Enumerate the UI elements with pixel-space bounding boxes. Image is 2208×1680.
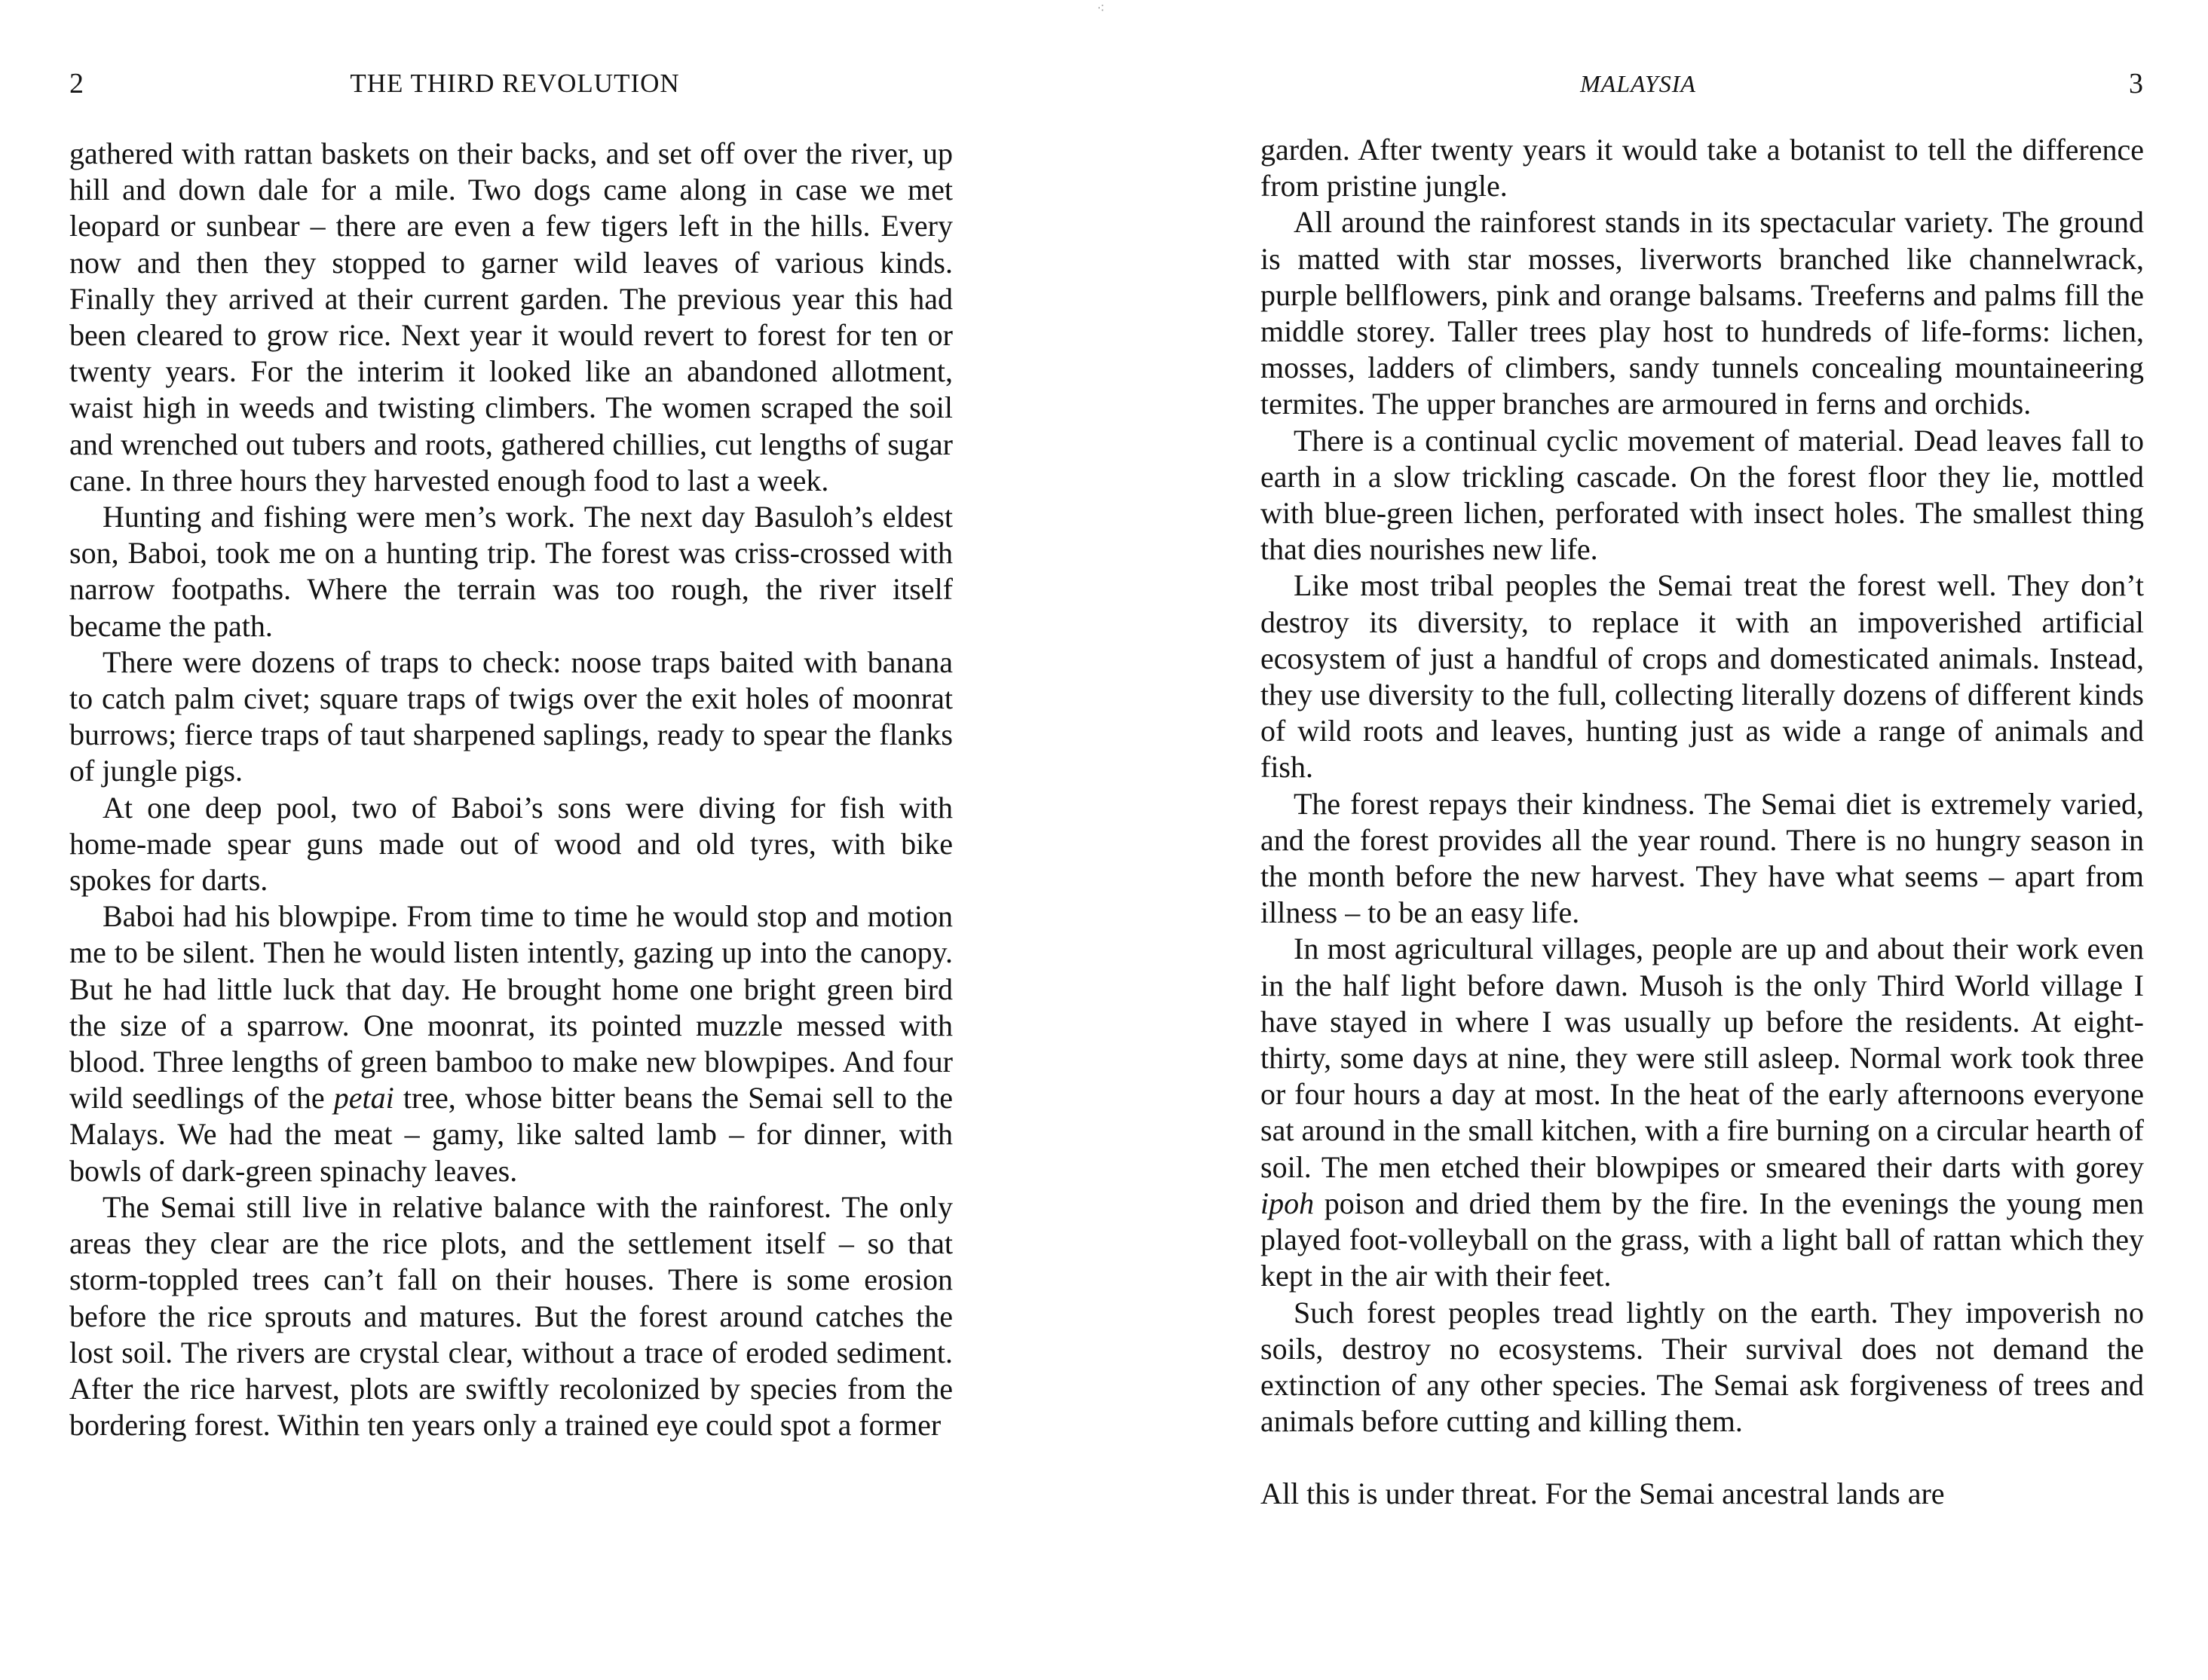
- paragraph: All this is under threat. For the Semai ancestral lands are: [1260, 1477, 1945, 1511]
- gutter-speck: ⁖: [1097, 1, 1105, 16]
- left-page-number: 2: [69, 68, 84, 99]
- paragraph: Like most tribal peoples the Semai treat the forest well. They don’t destroy its diversity, to replace it with an impoverished artificial ecosystem of just a handful of crops and domesticated animals. Instead, they use diversity to the full, collecting literally dozens of different kinds of wild roots and leaves, hunting just as wide a range of animals and fish.: [1260, 568, 2144, 785]
- paragraph: [69, 898, 953, 1189]
- text-run: poison and dried them by the fire. In the evenings the young men played foot-volleyball on the grass, with a light ball of rattan which they kept in the air with their feet.: [1260, 1186, 2144, 1293]
- right-page-body: [1260, 132, 2144, 1513]
- right-running-head: MALAYSIA: [1580, 70, 1696, 97]
- text-run: tree, whose bitter beans the Semai sell to the Malays. We had the meat – gamy, like salted lamb – for dinner, with bowls of dark-green spinachy leaves.: [69, 1081, 953, 1188]
- left-page-body: [69, 136, 953, 1443]
- left-page-header: [69, 65, 953, 103]
- right-page-header: [1260, 65, 2144, 103]
- italic-term: ipoh: [1260, 1186, 1315, 1220]
- paragraph: The Semai still live in relative balance with the rainforest. The only areas they clear are the rice plots, and the settlement itself – so that storm-toppled trees can’t fall on their houses. There is some erosion before the rice sprouts and matures. But the forest around catches the lost soil. The rivers are crystal clear, without a trace of eroded sediment. After the rice harvest, plots are swiftly recolonized by species from the bordering forest. Within ten years only a trained eye could spot a former: [69, 1189, 953, 1443]
- paragraph: The forest repays their kindness. The Semai diet is extremely varied, and the forest provides all the year round. There is no hungry season in the month before the new harvest. They have what seems – apart from illness – to be an easy life.: [1260, 786, 2144, 930]
- paragraph: Hunting and fishing were men’s work. The next day Basuloh’s eldest son, Baboi, took me on a hunting trip. The forest was criss-crossed with narrow footpaths. Where the terrain was too rough, the river itself became the path.: [69, 500, 953, 643]
- paragraph: All around the rainforest stands in its spectacular variety. The ground is matted with star mosses, liverworts branched like channelwrack, purple bellflowers, pink and orange balsams. Treeferns and palms fill the middle storey. Taller trees play host to hundreds of life-forms: lichen, mosses, ladders of climbers, sandy tunnels concealing mountaineering termites. The upper branches are armoured in ferns and orchids.: [1260, 205, 2144, 421]
- right-page: [1260, 0, 2144, 1680]
- paragraph: At one deep pool, two of Baboi’s sons were diving for fish with home-made spear guns made out of wood and old tyres, with bike spokes for darts.: [69, 790, 953, 898]
- right-page-number: 3: [2129, 68, 2144, 99]
- left-running-head: THE THIRD REVOLUTION: [350, 69, 680, 98]
- paragraph: gathered with rattan baskets on their backs, and set off over the river, up hill and down dale for a mile. Two dogs came along in case we met leopard or sunbear – there are even a few tigers left in the hills. Every now and then they stopped to garner wild leaves of various kinds. Finally they arrived at their current garden. The previous year this had been cleared to grow rice. Next year it would revert to forest for ten or twenty years. For the interim it looked like an abandoned allotment, waist high in weeds and twisting climbers. The women scraped the soil and wrenched out tubers and roots, gathered chillies, cut lengths of sugar cane. In three hours they harvested enough food to last a week.: [69, 136, 953, 497]
- text-run: In most agricultural villages, people are up and about their work even in the half light before dawn. Musoh is the only Third World village I have stayed in where I was usually up before the residents. At eight-thirty, some days at nine, they were still asleep. Normal work took three or four hours a day at most. In the heat of the early afternoons everyone sat around in the small kitchen, with a fire burning on a circular hearth of soil. The men etched their blowpipes or smeared their darts with gorey: [1260, 932, 2144, 1184]
- paragraph: Such forest peoples tread lightly on the earth. They impoverish no soils, destroy no ecosystems. Their survival does not demand the extinction of any other species. The Semai ask forgiveness of trees and animals before cutting and killing them.: [1260, 1295, 2144, 1439]
- paragraph: [1260, 931, 2144, 1294]
- paragraph: There is a continual cyclic movement of material. Dead leaves fall to earth in a slow trickling cascade. On the forest floor they lie, mottled with blue-green lichen, perforated with insect holes. The smallest thing that dies nourishes new life.: [1260, 423, 2144, 567]
- italic-term: petai: [333, 1081, 394, 1115]
- left-page: [69, 0, 953, 1680]
- paragraph: garden. After twenty years it would take a botanist to tell the difference from pristine jungle.: [1260, 133, 2144, 203]
- text-run: Baboi had his blowpipe. From time to time he would stop and motion me to be silent. Then he would listen intently, gazing up into the canopy. But he had little luck that day. He brought home one bright green bird the size of a sparrow. One moonrat, its pointed muzzle messed with blood. Three lengths of green bamboo to make new blowpipes. And four wild seedlings of the: [69, 899, 953, 1115]
- paragraph: There were dozens of traps to check: noose traps baited with banana to catch palm civet; square traps of twigs over the exit holes of moonrat burrows; fierce traps of taut sharpened saplings, ready to spear the flanks of jungle pigs.: [69, 644, 953, 788]
